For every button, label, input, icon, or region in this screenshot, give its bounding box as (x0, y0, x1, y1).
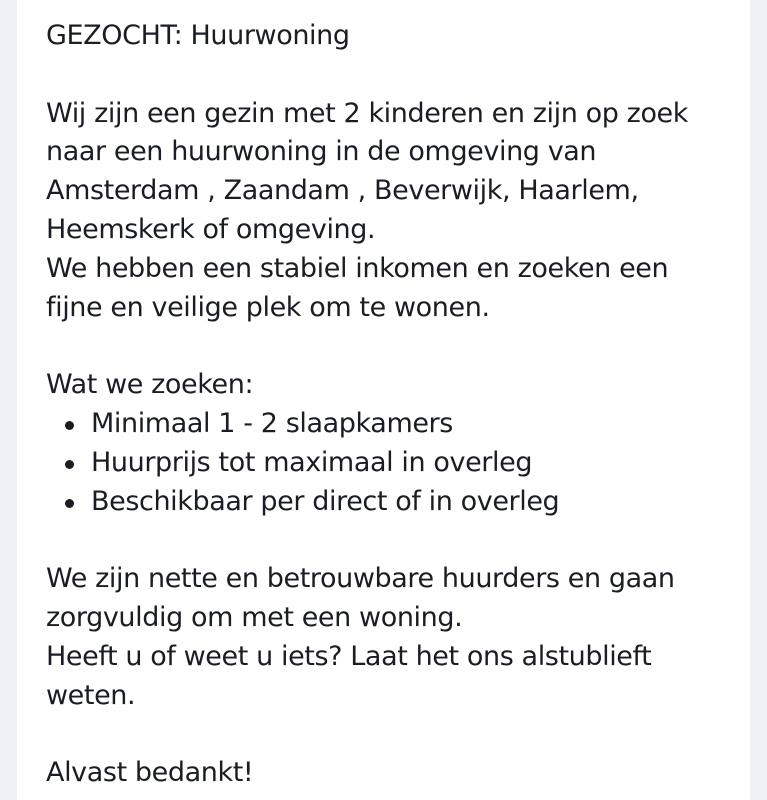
closing-line: Heeft u of weet u iets? Laat het ons alstublieft (46, 640, 652, 672)
bullet-icon (65, 460, 74, 469)
paragraph-spacer (46, 56, 736, 95)
paragraph-spacer (46, 521, 736, 560)
intro-line: naar een huurwoning in de omgeving van (46, 136, 597, 168)
intro-line: Heemskerk of omgeving. (46, 213, 376, 245)
intro-line: Amsterdam , Zaandam , Beverwijk, Haarlem, (46, 175, 639, 207)
signoff-text: Alvast bedankt! (46, 757, 254, 789)
list-item (46, 444, 736, 483)
list-item-text: Beschikbaar per direct of in overleg (91, 485, 560, 517)
closing-line: zorgvuldig om met een woning. (46, 601, 463, 633)
list-heading: Wat we zoeken: (46, 369, 254, 401)
post-title: GEZOCHT: Huurwoning (46, 20, 350, 51)
list-item (46, 483, 736, 522)
bullet-icon (65, 499, 74, 508)
closing-line: weten. (46, 679, 136, 711)
paragraph-spacer (46, 327, 736, 366)
bullet-icon (65, 421, 74, 430)
list-item-text: Huurprijs tot maximaal in overleg (91, 446, 533, 478)
paragraph-spacer (46, 715, 736, 754)
intro-line: fijne en veilige plek om te wonen. (46, 291, 490, 323)
closing-line: We zijn nette en betrouwbare huurders en gaan (46, 563, 675, 595)
list-item (46, 405, 736, 444)
post-body (46, 17, 736, 793)
intro-line: We hebben een stabiel inkomen en zoeken een (46, 252, 669, 284)
intro-line: Wij zijn een gezin met 2 kinderen en zijn op zoek (46, 97, 689, 129)
post-card (17, 0, 750, 800)
list-item-text: Minimaal 1 - 2 slaapkamers (91, 407, 453, 439)
requirements-list (46, 405, 736, 521)
